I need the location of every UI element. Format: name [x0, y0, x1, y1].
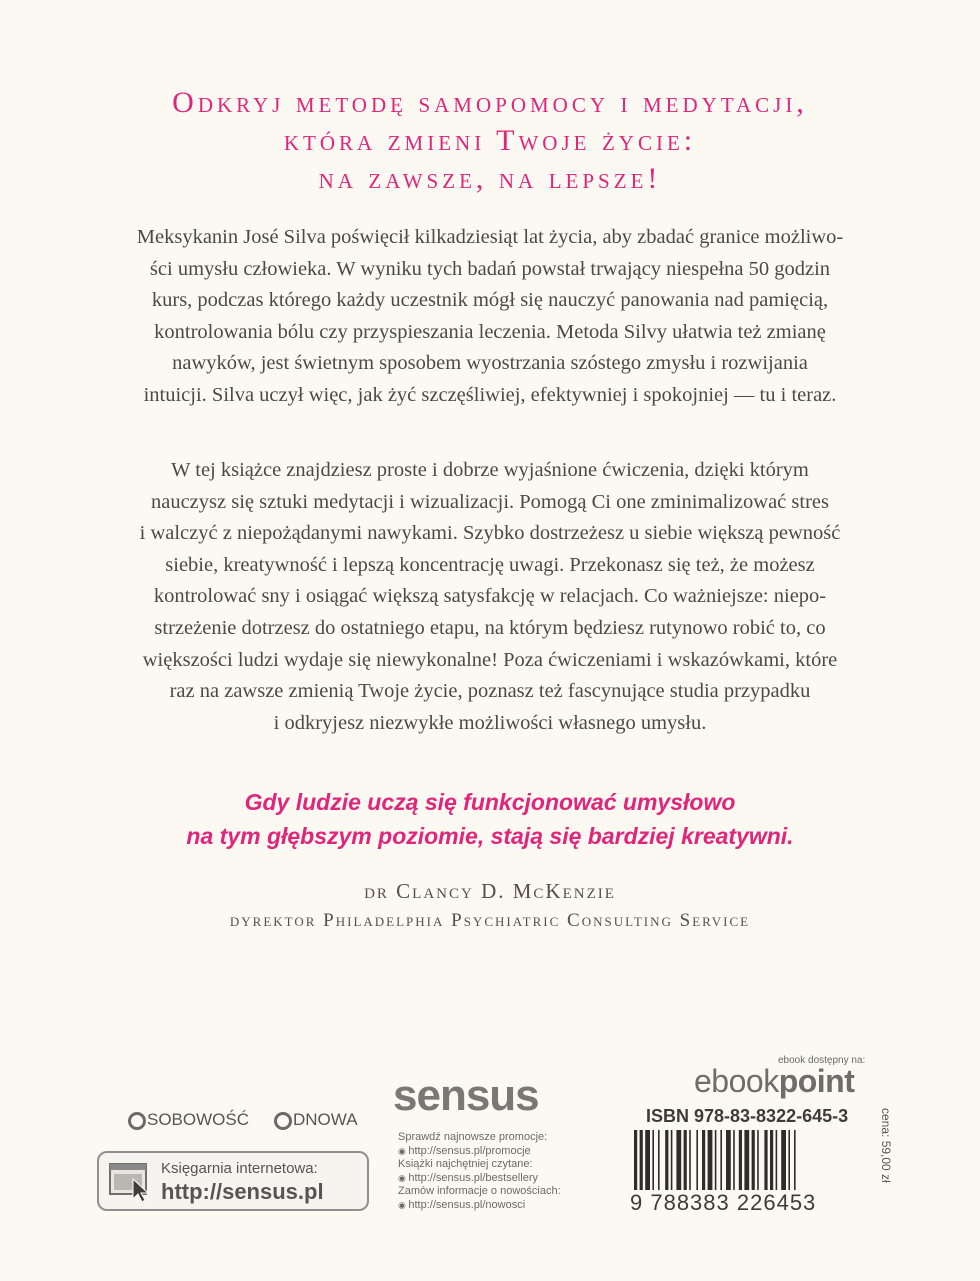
barcode-stripe [696, 1130, 698, 1190]
text-line: kurs, podczas którego każdy uczestnik mógł się nauczyć panowania nad pamięcią, [151, 289, 829, 312]
barcode-stripe [665, 1130, 668, 1190]
text-line: siebie, kreatywność i lepszą koncentrację uwagi. Przekonasz się też, że możesz [165, 553, 815, 576]
barcode-stripe [671, 1130, 673, 1190]
browser-cursor-icon [109, 1161, 153, 1208]
isbn: ISBN 978-83-8322-645-3 [646, 1106, 849, 1126]
price: cena: 59,00 zł [879, 1108, 893, 1183]
promo-links [398, 1131, 608, 1213]
barcode-stripe [652, 1130, 654, 1190]
imprint-logos [128, 1106, 378, 1138]
barcode-stripe [715, 1130, 717, 1190]
barcode-stripe [794, 1130, 796, 1190]
barcode-stripe [702, 1130, 705, 1190]
text-line: intuicji. Silva uczył więc, jak żyć szczęśliwiej, efektywniej i spokojniej — tu i teraz. [143, 383, 837, 406]
barcode-stripe [720, 1130, 722, 1190]
barcode-stripe [689, 1130, 691, 1190]
ebook-note: ebook dostępny na: [778, 1055, 866, 1066]
author-name: dr Clancy D. McKenzie [364, 879, 616, 903]
barcode-stripe [757, 1130, 759, 1190]
description-paragraph-2 [60, 455, 920, 739]
barcode-stripe [640, 1130, 643, 1190]
text-line: nawyków, jest świetnym sposobem wyostrzania szóstego zmysłu i rozwijania [172, 352, 808, 375]
headline [0, 84, 980, 198]
barcode-stripe [726, 1130, 731, 1190]
barcode-stripe [676, 1130, 681, 1190]
barcode-stripe [645, 1130, 650, 1190]
barcode-stripe [684, 1130, 687, 1190]
quote [0, 785, 980, 853]
text-line: raz na zawsze zmienią Twoje życie, poznasz też fascynujące studia przypadku [169, 680, 811, 703]
barcode-stripe [788, 1130, 790, 1190]
imprint-odnowa [274, 1110, 358, 1130]
publisher-logo: sensus [393, 1071, 539, 1120]
text-line: kontrolować sny i osiągać większą satysfakcję w relacjach. Co ważniejsze: niepo- [153, 585, 827, 608]
author-role: dyrektor Philadelphia Psychiatric Consulting Service [229, 910, 751, 931]
circle-o-icon [128, 1112, 146, 1130]
promo-link[interactable]: ◉ http://sensus.pl/nowosci [398, 1199, 608, 1213]
ebook-brand-light: ebook [694, 1063, 779, 1099]
promo-caption: Sprawdź najnowsze promocje: [398, 1131, 548, 1143]
barcode-digits: 9 788383 226453 [630, 1190, 817, 1215]
circle-o-icon [274, 1112, 292, 1130]
barcode-stripe [658, 1130, 660, 1190]
promo-link[interactable]: ◉ http://sensus.pl/bestsellery [398, 1172, 608, 1186]
shop-url[interactable]: http://sensus.pl [161, 1179, 324, 1204]
text-line: W tej książce znajdziesz proste i dobrze wyjaśnione ćwiczenia, dzięki którym [171, 459, 809, 481]
barcode-stripe [708, 1130, 713, 1190]
online-shop-link[interactable] [97, 1151, 369, 1211]
barcode-stripe [776, 1130, 778, 1190]
barcode-stripe [634, 1130, 637, 1190]
text-line: i odkryjesz niezwykłe możliwości własnego umysłu. [273, 711, 707, 734]
imprint-osobowosc [128, 1110, 249, 1130]
barcode-stripe [752, 1130, 755, 1190]
quote-attribution [0, 876, 980, 936]
imprint-label: DNOWA [293, 1110, 358, 1129]
barcode-stripe [744, 1130, 749, 1190]
barcode-stripe [764, 1130, 767, 1190]
headline-line: która zmieni Twoje życie: [283, 124, 697, 157]
imprint-label: SOBOWOŚĆ [147, 1110, 250, 1129]
quote-line: Gdy ludzie uczą się funkcjonować umysłowo [244, 789, 736, 815]
promo-link[interactable]: ◉ http://sensus.pl/promocje [398, 1145, 608, 1159]
ebook-brand-bold: point [778, 1063, 855, 1099]
text-line: większości ludzi wydaje się niewykonalne! Poza ćwiczeniami i wskazówkami, które [142, 648, 838, 671]
barcode-stripe [733, 1130, 735, 1190]
quote-line: na tym głębszym poziomie, stają się bardziej kreatywni. [186, 823, 794, 849]
ebookpoint-logo [694, 1063, 854, 1100]
barcode-stripe [739, 1130, 742, 1190]
text-line: kontrolowania bólu czy przyspieszania leczenia. Metoda Silvy ułatwia też zmianę [154, 320, 826, 343]
barcode-stripe [770, 1130, 773, 1190]
promo-caption: Książki najchętniej czytane: [398, 1158, 533, 1171]
barcode [632, 1130, 858, 1190]
headline-line: na zawsze, na lepsze! [318, 162, 662, 195]
promo-caption: Zamów informacje o nowościach: [398, 1185, 561, 1198]
description-paragraph-1 [60, 222, 920, 412]
shop-label: Księgarnia internetowa: [161, 1160, 318, 1177]
text-line: strzeżenie dotrzesz do ostatniego etapu, na którym będziesz rutynowo robić to, co [154, 616, 826, 639]
text-line: Meksykanin José Silva poświęcił kilkadziesiąt lat życia, aby zbadać granice możliwo- [136, 226, 844, 248]
barcode-stripe [781, 1130, 786, 1190]
text-line: ści umysłu człowieka. W wyniku tych badań powstał trwający niespełna 50 godzin [149, 257, 831, 280]
text-line: nauczysz się sztuki medytacji i wizualizacji. Pomogą Ci one zminimalizować stres [150, 490, 829, 513]
headline-line: Odkryj metodę samopomocy i medytacji, [172, 86, 808, 119]
text-line: i walczyć z niepożądanymi nawykami. Szybko dostrzeżesz u siebie większą pewność [139, 522, 841, 545]
